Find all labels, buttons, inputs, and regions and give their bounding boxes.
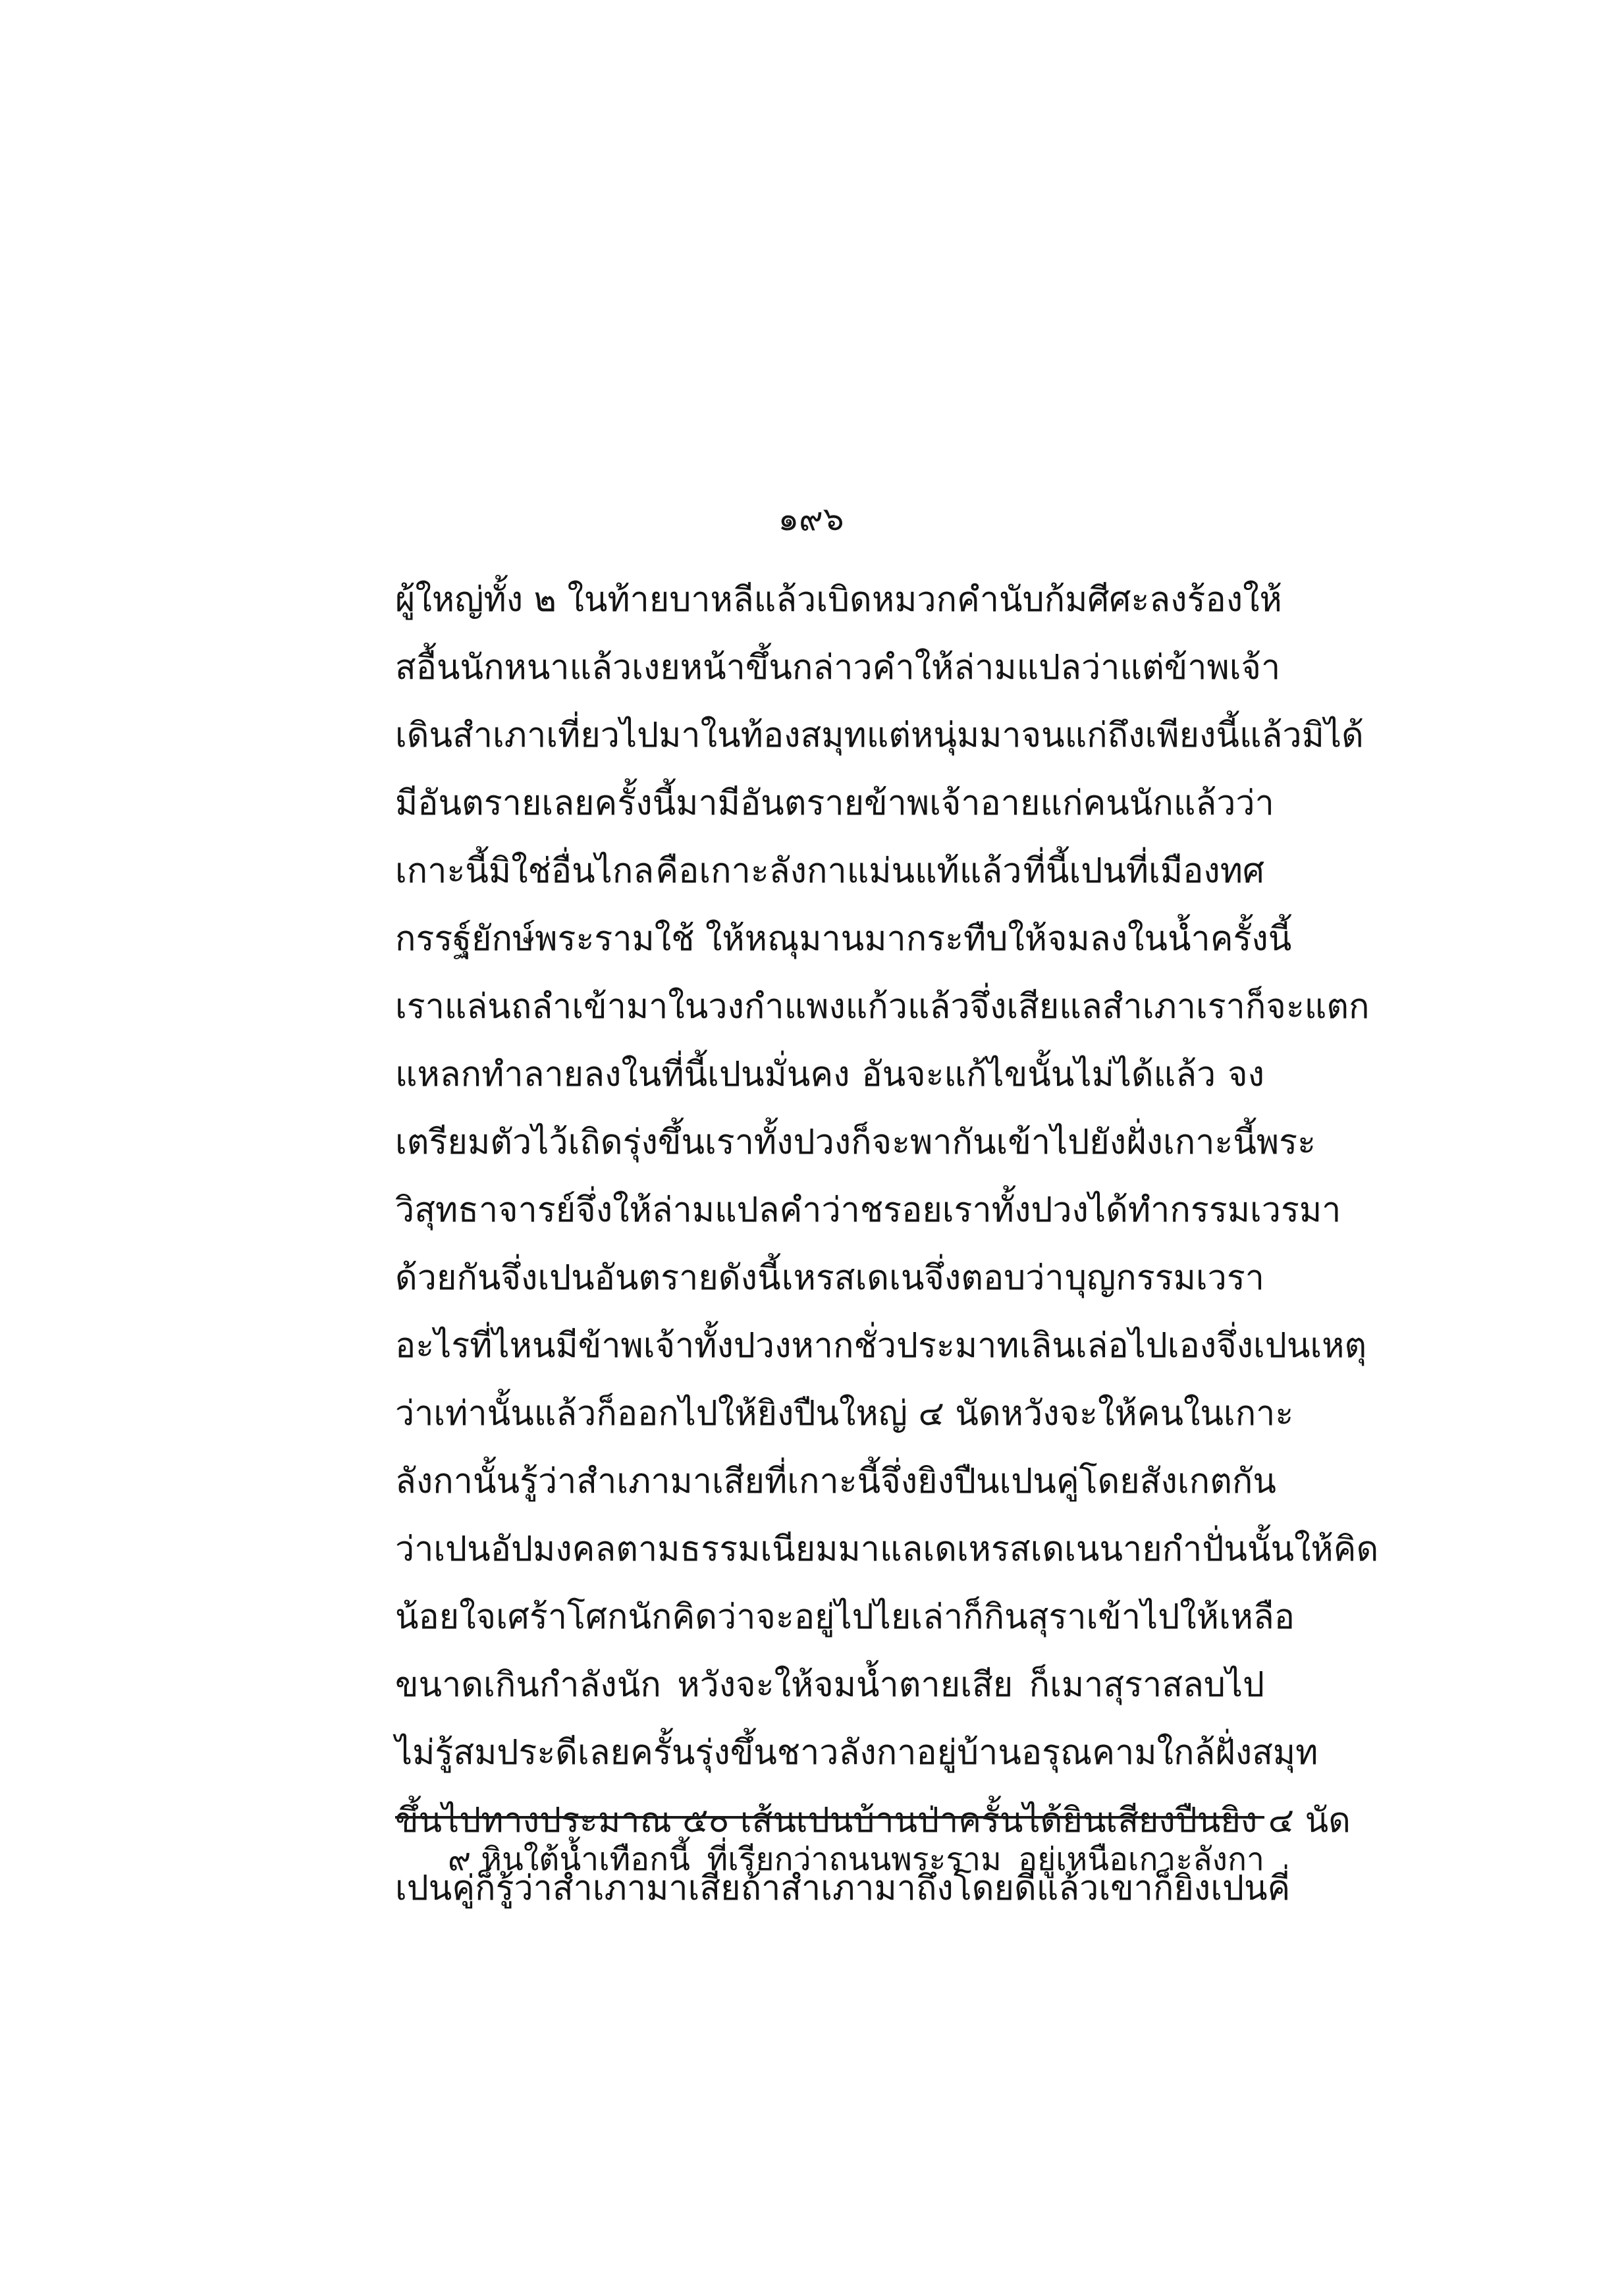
text-line (395, 634, 1281, 702)
text-segment: เกาะนี้มิใช่อื่นไกล (395, 851, 655, 891)
text-segment: แลเดเหรสเดเนนายกำปั่นนั้นให้คิด (879, 1530, 1379, 1569)
text-segment: มีอันตรายเลย (395, 784, 595, 823)
text-segment: เปนคู่ (395, 1869, 475, 1908)
text-segment: แลสำเภาเราก็จะแตก (1059, 987, 1370, 1027)
text-segment: ว่าเปนอัปมงคลตามธรรมเนียมมา (395, 1530, 880, 1569)
text-line (395, 1109, 1316, 1177)
text-segment: แต่ข้าพเจ้า (1120, 648, 1281, 687)
text-segment: เดินสำเภาเที่ยวไปมาในท้องสมุทแต่หนุ่มมาจนแก่ถึงเพียงนี้แล้ว (395, 716, 1302, 755)
text-segment: ไม่รู้สมประดีเลย (395, 1733, 631, 1773)
footnote-segment: ๙ หินใต้น้ำเทือกนี้ (448, 1841, 690, 1878)
text-line (395, 905, 1292, 973)
text-line (395, 1719, 1318, 1787)
text-line (395, 838, 1264, 905)
text-line (395, 1651, 1264, 1719)
text-segment: เตรียมตัวไว้เถิด (395, 1123, 623, 1162)
footnote (448, 1829, 1264, 1890)
text-line (395, 1244, 1264, 1312)
text-segment: สอื้นนักหนา (395, 648, 570, 687)
text-segment: ว่าเท่านั้นแล้ว (395, 1394, 597, 1433)
text-segment: ที่นี้เปนที่เมืองทศ (1023, 851, 1264, 891)
text-line (395, 973, 1370, 1041)
text-segment: เบิดหมวกคำนับก้มศีศะลงร้องให้ (816, 580, 1282, 620)
text-segment: ครั้นรุ่งขึ้นชาวลังกาอยู่บ้านอรุณคามใกล้ฝั่งสมุท (630, 1733, 1318, 1773)
text-line (395, 1380, 1294, 1448)
footnote-rule (395, 1816, 1264, 1819)
text-segment: ก็เมาสุราสลบไป (1029, 1665, 1264, 1705)
text-segment: มิได้ (1301, 716, 1364, 755)
text-segment: ด้วยกันจึ่งเปนอันตรายดังนี้ (395, 1258, 781, 1298)
text-segment: อันจะแก้ไขนั้นไม่ได้แล้ว (861, 1055, 1216, 1094)
text-line (395, 770, 1274, 838)
text-segment: คิดว่าจะอยู่ไปไยเล่า (672, 1597, 963, 1637)
text-segment: บุญกรรมเวรา (1064, 1258, 1264, 1298)
text-line (395, 1041, 1264, 1109)
text-line (395, 702, 1364, 770)
text-segment: คือเกาะลังกาแม่นแท้แล้ว (655, 851, 1022, 891)
text-segment: ขึ้นไปทางประมาณ ๕๐ เส้นเปนบ้านป่า (395, 1801, 959, 1840)
text-line (395, 1584, 1295, 1651)
text-segment: กรรฐ์ยักษ์ (395, 919, 535, 959)
text-segment: ถ้าสำเภามาถึงโดยดีแล้วเขาก็ยิงเปนคี่ (740, 1869, 1291, 1908)
text-segment: ผู้ใหญ่ทั้ง ๒ ในท้ายบาหลีแล้ว (395, 580, 817, 620)
text-segment: ครั้งนี้มามีอันตรายข้าพเจ้าอายแก่คนนัก (594, 784, 1174, 823)
text-segment: พระรามใช้ ให้หณุมานมากระทืบให้จมลงในน้ำครั้งนี้ (535, 919, 1292, 959)
text-line (395, 1516, 1379, 1584)
text-line (395, 1448, 1276, 1516)
text-line (395, 566, 1282, 634)
text-segment: หวังจะให้คนในเกาะ (1000, 1394, 1294, 1433)
text-segment: วิสุทธาจารย์จึ่งให้ล่ามแปลคำว่า (395, 1190, 860, 1230)
text-segment: น้อยใจเศร้าโศกนัก (395, 1597, 672, 1637)
body-text (395, 566, 1379, 1923)
text-segment: ข้าพเจ้าทั้งปวงหากชั่วประมาทเลินเล่อไปเองจึ่งเปนเหตุ (578, 1326, 1367, 1366)
text-segment: ก็กินสุราเข้าไปให้เหลือ (963, 1597, 1295, 1637)
text-segment: หวังจะให้จมน้ำตายเสีย (677, 1665, 1014, 1705)
text-line (395, 1312, 1367, 1380)
text-segment: ขนาดเกินกำลังนัก (395, 1665, 661, 1705)
text-segment: แล้วว่า (1173, 784, 1274, 823)
text-line (395, 1177, 1341, 1244)
text-segment: แล้วเงยหน้าขึ้นกล่าวคำให้ล่ามแปลว่า (569, 648, 1120, 687)
text-segment: ก็ออกไปให้ยิงปืนใหญ่ ๔ นัด (596, 1394, 1001, 1433)
text-segment: ชรอยเราทั้งปวงได้ทำกรรมเวรมา (859, 1190, 1341, 1230)
text-segment: จง (1228, 1055, 1264, 1094)
text-segment: โดยสังเกตกัน (1079, 1462, 1276, 1501)
text-segment: เหรสเดเนจึ่งตอบว่า (781, 1258, 1064, 1298)
text-segment: แหลกทำลายลงในที่นี้เปนมั่นคง (395, 1055, 850, 1094)
footnote-segment: อยู่เหนือเกาะลังกา (1018, 1841, 1264, 1878)
page-number: ๑๙๖ (778, 500, 844, 538)
text-segment: ลังกานั้นรู้ว่าสำเภามาเสียที่เกาะนี้ (395, 1462, 881, 1501)
text-segment: จึ่งยิงปืนเปนคู่ (880, 1462, 1079, 1501)
text-segment: เราแล่นถลำเข้ามาในวงกำแพงแก้วแล้วจึ่งเสีย (395, 987, 1060, 1027)
text-segment: อะไรที่ไหนมี (395, 1326, 578, 1366)
text-segment: ครั้นได้ยินเสียงปืนยิง ๔ นัด (958, 1801, 1351, 1840)
footnote-segment: ที่เรียกว่าถนนพระราม (707, 1841, 1002, 1878)
text-segment: ก็รู้ว่าสำเภามาเสีย (475, 1869, 741, 1908)
text-segment: พระ (1256, 1123, 1316, 1162)
text-segment: รุ่งขึ้นเราทั้งปวงก็จะพากันเข้าไปยังฝั่งเกาะนี้ (622, 1123, 1257, 1162)
